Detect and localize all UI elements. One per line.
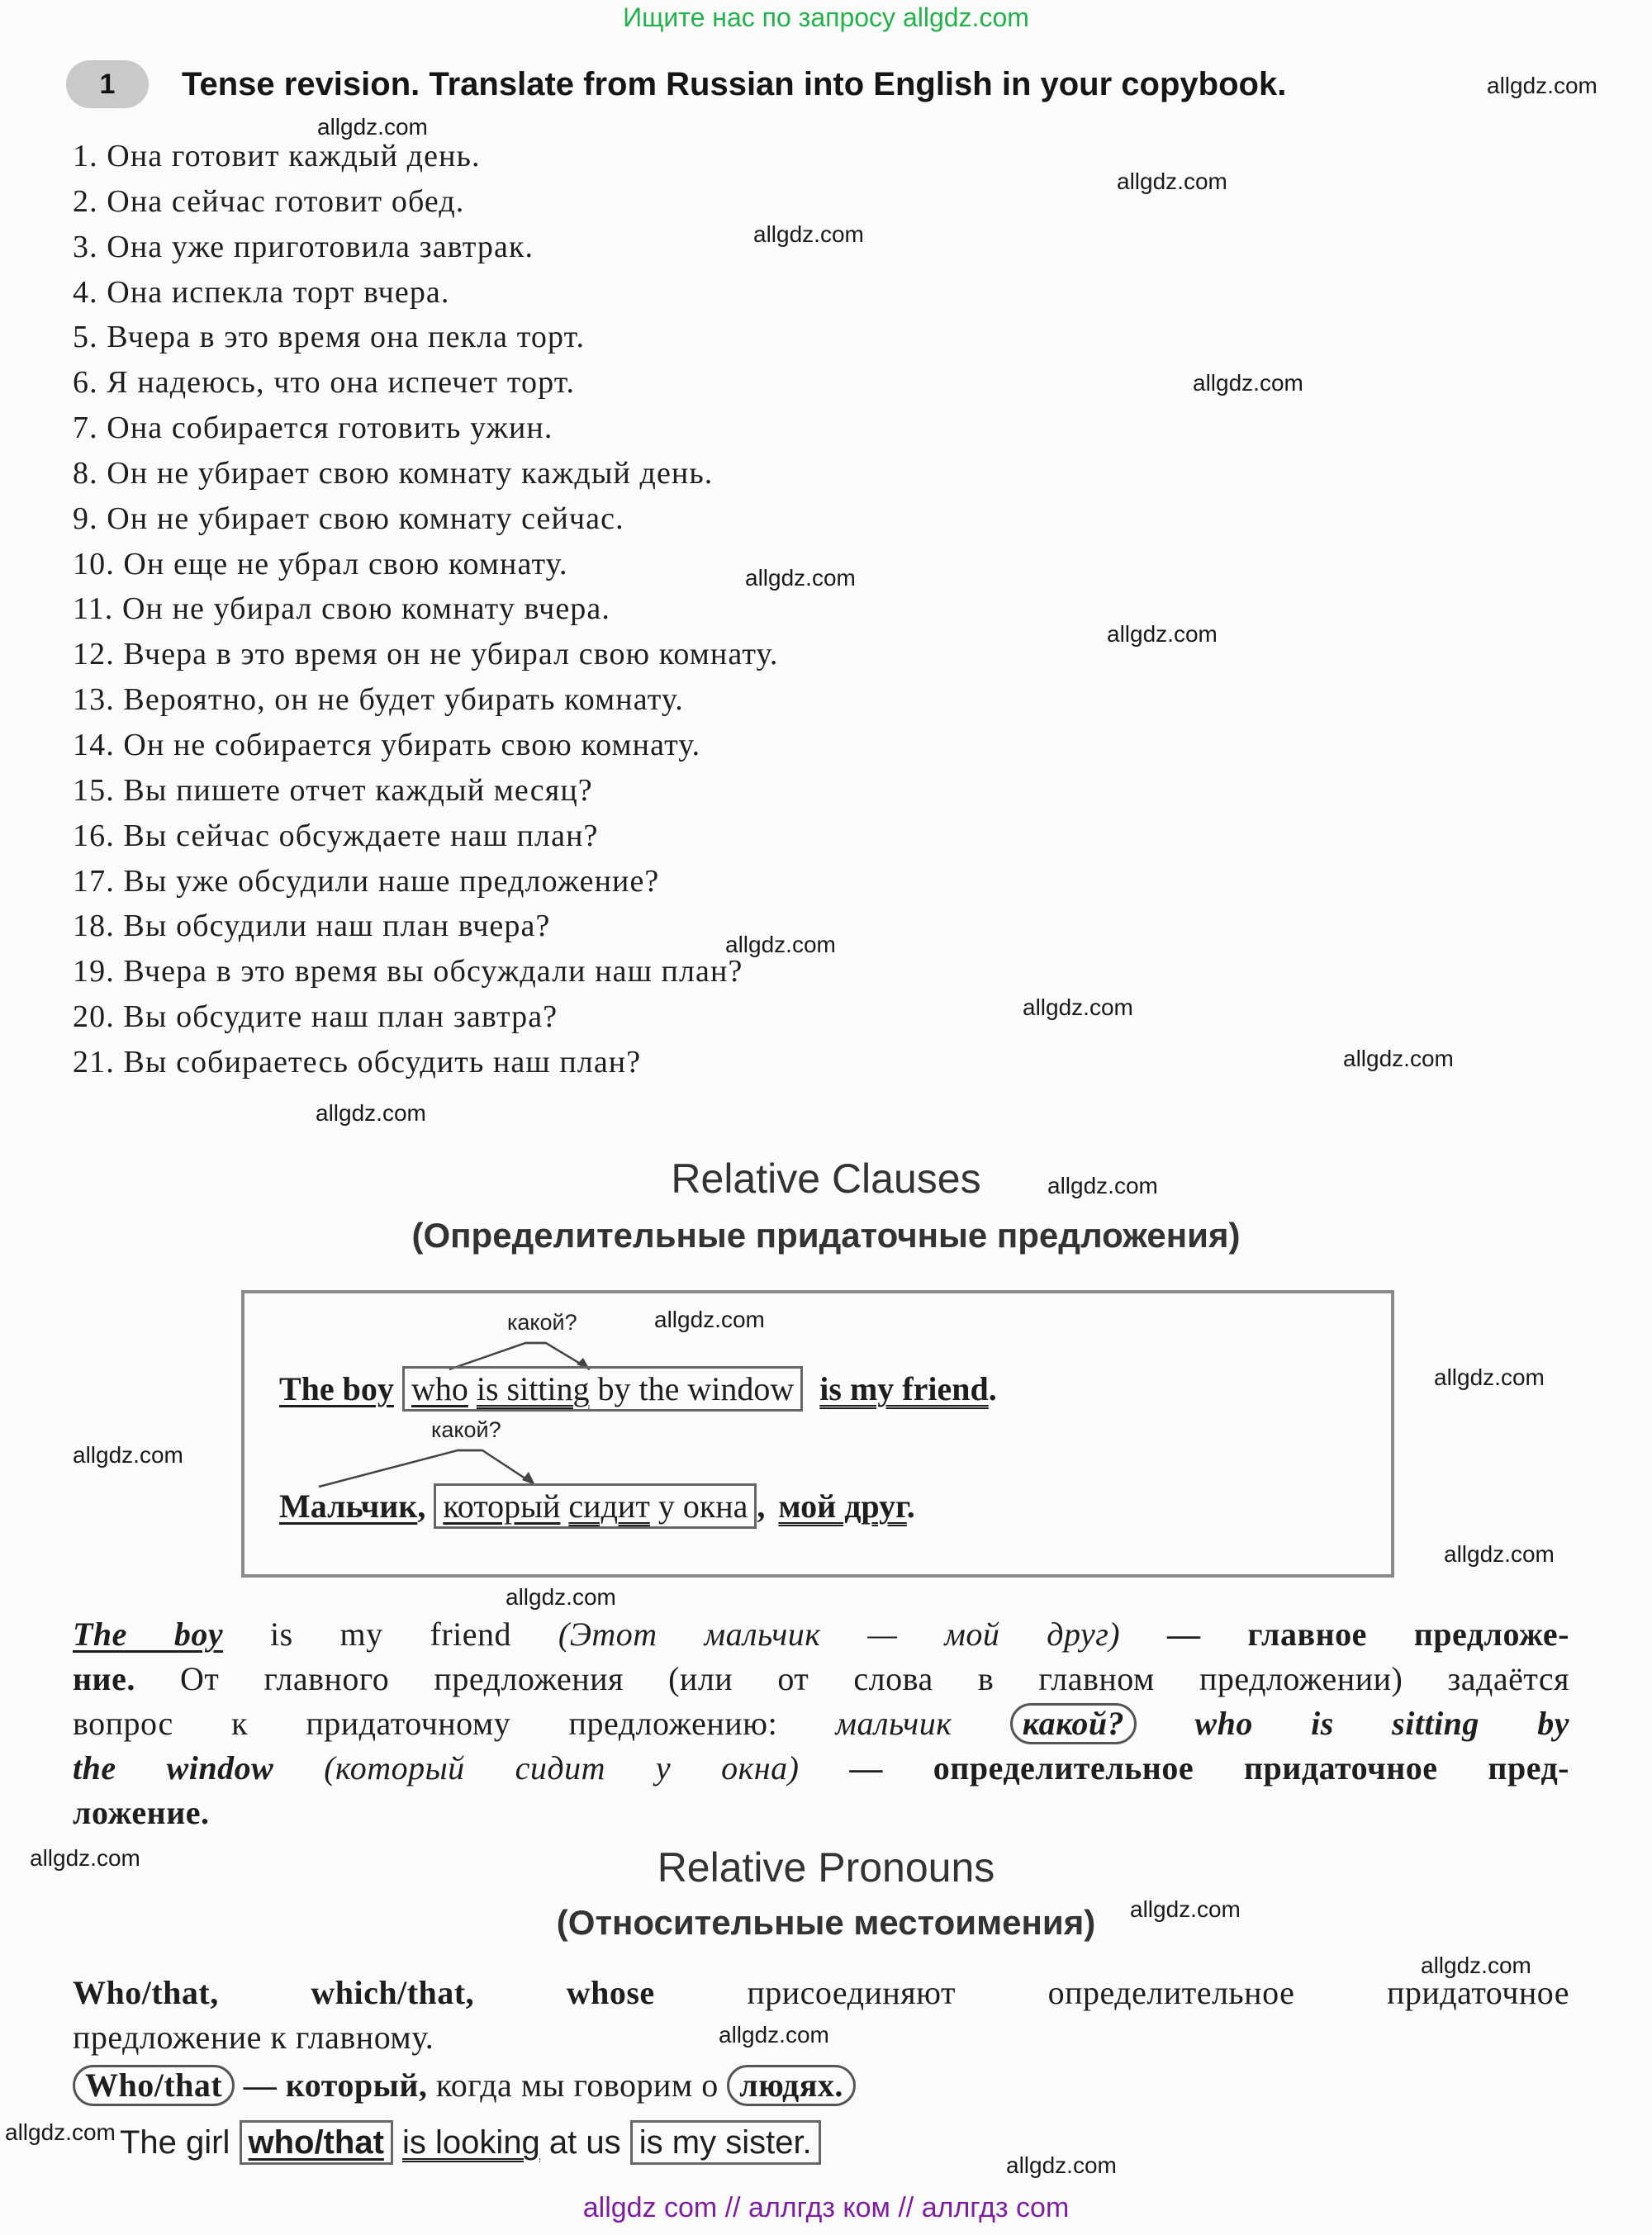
explanation-italic: (который сидит у окна) [273,1749,800,1787]
watermark: allgdz.com [1343,1046,1454,1071]
diagram-arrows [244,1293,1398,1581]
explanation-bold-italic: the window [73,1749,274,1787]
explanation-the-boy: The boy [73,1616,224,1653]
diagram-en-subject: The boy [279,1370,394,1407]
watermark: allgdz.com [1130,1896,1241,1922]
watermark: allgdz.com [73,1442,183,1468]
exercise-item: 10. Он еще не убрал свою комнату. [73,546,568,581]
explanation-italic: (Этот мальчик — мой друг) [558,1616,1121,1653]
who-that-desc-bold: — который, [235,2067,428,2104]
bottom-banner[interactable]: allgdz com // аллгдз ком // аллгдз com [582,2192,1070,2223]
exercise-item: 12. Вчера в это время он не убирал свою комнату. [73,637,779,672]
watermark: allgdz.com [1421,1953,1531,1978]
exercise-item: 7. Она собирается готовить ужин. [73,410,553,446]
diagram-ru-subject: Мальчик [279,1488,418,1525]
explanation-text: вопрос к придаточному предложению: [73,1705,836,1742]
watermark: allgdz.com [1107,621,1218,647]
exercise-item: 20. Вы обсудите наш план завтра? [73,999,558,1035]
top-banner[interactable]: Ищите нас по запросу allgdz.com [623,2,1029,32]
watermark: allgdz.com [5,2119,116,2145]
explanation-line-4 [73,1746,1569,1791]
exercise-item: 18. Вы обсудили наш план вчера? [73,909,551,944]
watermark: allgdz.com [745,565,856,591]
exercise-item: 6. Я надеюсь, что она испечет торт. [73,365,576,401]
watermark: allgdz.com [1006,2152,1117,2178]
explanation-line-5 [73,1791,1569,1835]
exercise-item: 1. Она готовит каждый день. [73,139,481,173]
watermark: allgdz.com [316,1100,426,1126]
diagram-ru-clause-box [434,1483,757,1529]
relative-clause-diagram [241,1290,1394,1578]
diagram-russian-sentence [279,1487,915,1526]
watermark: allgdz.com [1117,168,1227,194]
diagram-question-en: какой? [507,1310,577,1335]
diagram-question-ru: какой? [431,1417,501,1442]
diagram-en-rest: by the window [597,1370,795,1407]
example-space [393,2124,402,2161]
relative-pronouns-subheading: (Относительные местоимения) [556,1903,1096,1942]
watermark: allgdz.com [30,1845,140,1871]
exercise-item: 21. Вы собираетесь обсудить наш план? [73,1044,642,1080]
explanation-bold: — главное предложе- [1120,1616,1570,1653]
diagram-ru-comma1: , [417,1488,426,1525]
relative-pronouns-heading: Relative Pronouns [657,1844,995,1891]
pronouns-text: предложение к главному. [73,2019,434,2056]
example-predicate-box: is my sister. [630,2120,821,2165]
exercise-number-badge: 1 [66,60,149,108]
exercise-item: 2. Она сейчас готовит обед. [73,183,465,219]
watermark: allgdz.com [1023,994,1133,1020]
pronouns-line-1 [73,1971,1569,2015]
diagram-ru-comma2: , [757,1488,766,1525]
example-text: at us [539,2124,630,2161]
people-oval: людях. [727,2065,856,2106]
watermark: allgdz.com [1487,73,1597,98]
exercise-item: 3. Она уже приготовила завтрак. [73,229,534,264]
explanation-question-oval: какой? [1010,1703,1137,1744]
exercise-item: 14. Он не собирается убирать свою комнату. [73,727,701,762]
exercise-item: 15. Вы пишете отчет каждый месяц? [73,772,593,808]
diagram-ru-which: который [443,1488,561,1525]
who-that-desc: когда мы говорим о [427,2067,728,2104]
exercise-item: 16. Вы сейчас обсуждаете наш план? [73,818,599,853]
explanation-text: is my friend [223,1616,558,1653]
who-that-line [73,2063,1146,2108]
diagram-ru-sits: сидит [568,1488,650,1525]
watermark: allgdz.com [753,221,864,247]
diagram-en-period: . [988,1370,997,1407]
relative-clauses-subheading: (Определительные придаточные предложения) [411,1216,1241,1255]
example-who-box [240,2120,393,2165]
exercise-item: 9. Он не убирает свою комнату сейчас. [73,501,624,536]
exercise-title: Tense revision. Translate from Russian into English in your copybook. [182,65,1287,102]
watermark: allgdz.com [725,932,836,957]
explanation-line-3 [73,1701,1569,1746]
watermark: allgdz.com [719,2022,829,2048]
watermark: allgdz.com [1444,1541,1555,1567]
watermark: allgdz.com [317,114,428,140]
diagram-ru-period: . [906,1488,915,1525]
exercise-item: 13. Вероятно, он не будет убирать комнату. [73,682,684,718]
example-who: who/that [248,2124,384,2161]
diagram-en-is-sitting: is sitting [476,1370,590,1407]
exercise-item: 19. Вчера в это время вы обсуждали наш план? [73,954,743,989]
relative-clauses-heading: Relative Clauses [671,1155,981,1202]
diagram-en-clause-box [402,1366,803,1412]
watermark: allgdz.com [506,1584,616,1610]
diagram-en-who: who [411,1370,468,1407]
explanation-bold: ложение. [73,1794,210,1831]
who-that-oval: Who/that [73,2065,235,2106]
exercise-item: 8. Он не убирает свою комнату каждый день. [73,455,714,491]
explanation-text: От главного предложения (или от слова в главном предложении) задаётся [135,1660,1569,1697]
pronouns-list: Who/that, which/that, whose [73,1974,655,2011]
explanation-line-1 [73,1612,1569,1657]
exercise-items-list [73,134,778,1085]
exercise-item: 4. Она испекла торт вчера. [73,274,450,310]
exercise-item: 11. Он не убирал свою комнату вчера. [73,591,610,627]
diagram-ru-predicate: мой друг [778,1488,907,1525]
exercise-header [66,59,1286,109]
explanation-bold-italic: who is sitting by [1194,1705,1570,1742]
watermark: allgdz.com [1434,1364,1545,1390]
example-is-looking: is looking [402,2124,540,2161]
who-that-example [120,2124,821,2161]
relative-clause-explanation [73,1612,1569,1835]
pronouns-text: присоединяют определительное придаточное [654,1974,1570,2011]
diagram-en-predicate: is my friend [819,1370,989,1407]
diagram-english-sentence [279,1369,997,1408]
exercise-item: 17. Вы уже обсудили наше предложение? [73,863,660,899]
explanation-line-2 [73,1657,1569,1701]
example-text: The girl [120,2124,240,2161]
who-that-definition [73,2063,1146,2108]
explanation-bold: — определительное придаточное пред- [799,1749,1569,1787]
explanation-bold: ние. [73,1660,135,1697]
watermark: allgdz.com [654,1307,765,1332]
watermark: allgdz.com [1047,1173,1158,1198]
watermark: allgdz.com [1193,370,1303,396]
diagram-ru-rest: у окна [657,1488,748,1525]
exercise-item: 5. Вчера в это время она пекла торт. [73,320,586,355]
explanation-italic: мальчик [835,1705,952,1742]
